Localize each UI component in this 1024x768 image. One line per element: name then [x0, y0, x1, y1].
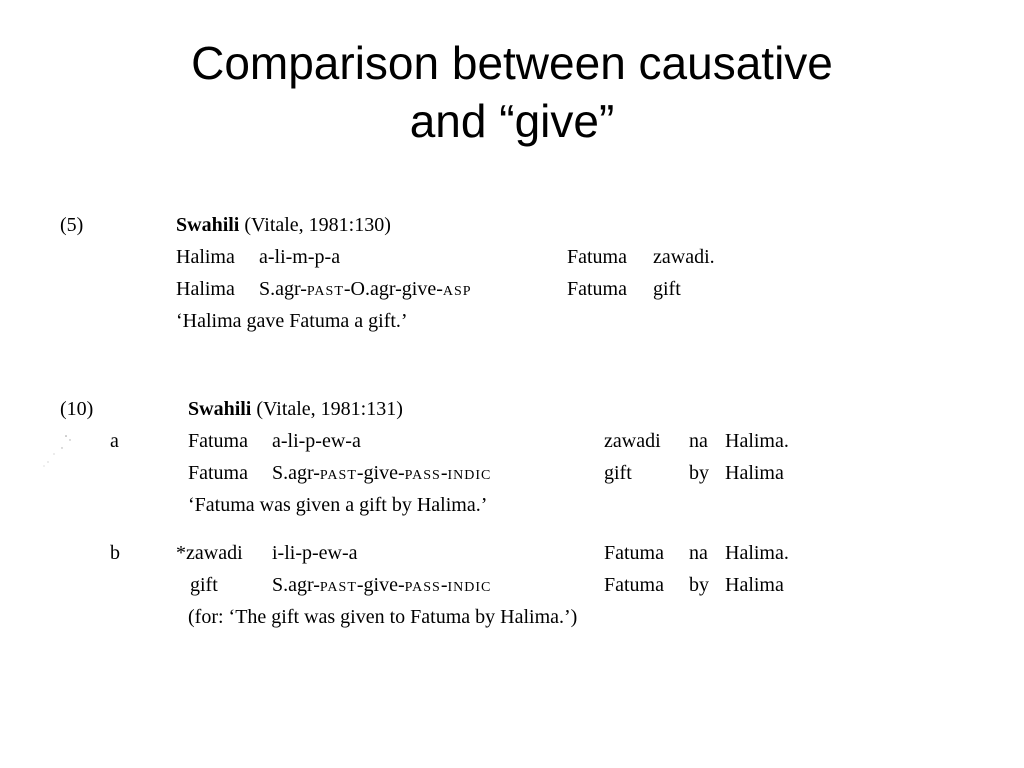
language-name: Swahili — [176, 214, 240, 236]
title-line-1: Comparison between causative — [191, 37, 833, 89]
gloss: Halima — [176, 278, 235, 300]
gloss-part: -give- — [356, 462, 405, 484]
gloss-past: past — [306, 278, 344, 300]
gloss-pass: pass — [404, 462, 441, 484]
word: Halima — [176, 246, 235, 268]
gloss-part: S.agr- — [259, 278, 307, 300]
translation: ‘Halima gave Fatuma a gift.’ — [176, 310, 408, 332]
gloss-part: -give- — [356, 574, 405, 596]
language-name: Swahili — [188, 398, 252, 420]
gloss — [272, 458, 491, 489]
gloss-asp: asp — [442, 278, 472, 300]
word: i-li-p-ew-a — [272, 542, 358, 564]
slide-title — [0, 34, 1024, 150]
gloss-part: -O.agr-give- — [343, 278, 443, 300]
translation: (for: ‘The gift was given to Fatuma by Halima.’) — [188, 606, 578, 628]
gloss-indic: indic — [447, 574, 492, 596]
gloss-part: S.agr- — [272, 462, 320, 484]
word: *zawadi — [176, 542, 243, 564]
subexample-label: b — [110, 542, 120, 564]
citation: (Vitale, 1981:130) — [244, 214, 391, 236]
word: Fatuma — [604, 542, 664, 564]
gloss-past: past — [319, 574, 357, 596]
word: a-li-p-ew-a — [272, 430, 361, 452]
word: Fatuma — [188, 430, 248, 452]
translation: ‘Fatuma was given a gift by Halima.’ — [188, 494, 488, 516]
word: na — [689, 542, 708, 564]
gloss-part: - — [440, 462, 448, 484]
citation: (Vitale, 1981:131) — [256, 398, 403, 420]
example-number: (5) — [60, 214, 84, 236]
gloss — [259, 274, 472, 305]
gloss-indic: indic — [447, 462, 492, 484]
word: Halima. — [725, 542, 789, 564]
word: zawadi. — [653, 246, 715, 268]
gloss-past: past — [319, 462, 357, 484]
example-number: (10) — [60, 398, 94, 420]
subexample-label: a — [110, 430, 119, 452]
scan-specks — [40, 432, 80, 472]
gloss: gift — [653, 278, 681, 300]
gloss-part: - — [440, 574, 448, 596]
gloss: Fatuma — [567, 278, 627, 300]
word: na — [689, 430, 708, 452]
gloss: gift — [190, 574, 218, 596]
word: a-li-m-p-a — [259, 246, 341, 268]
gloss: gift — [604, 462, 632, 484]
gloss: Fatuma — [188, 462, 248, 484]
gloss-pass: pass — [404, 574, 441, 596]
gloss: by — [689, 462, 709, 484]
gloss: by — [689, 574, 709, 596]
gloss-part: S.agr- — [272, 574, 320, 596]
word: zawadi — [604, 430, 661, 452]
example-header — [176, 210, 391, 241]
gloss: Halima — [725, 574, 784, 596]
word: Halima. — [725, 430, 789, 452]
gloss — [272, 570, 491, 601]
gloss: Halima — [725, 462, 784, 484]
word: Fatuma — [567, 246, 627, 268]
title-line-2: and “give” — [409, 95, 615, 147]
gloss: Fatuma — [604, 574, 664, 596]
example-header — [188, 394, 403, 425]
